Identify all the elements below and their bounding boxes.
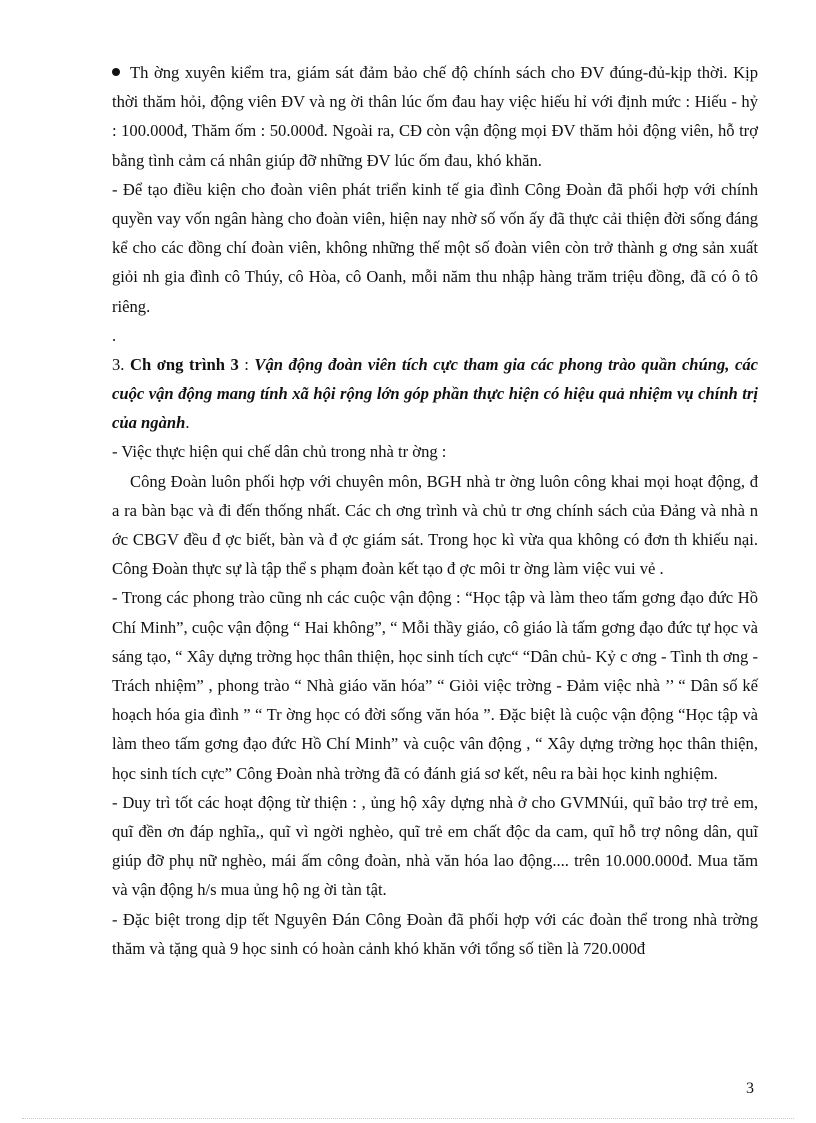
paragraph-charity: - Duy trì tốt các hoạt động từ thiện : , ủng hộ xây dựng nhà ở cho GVMNúi, quĩ bảo trợ trẻ em, quĩ đền ơn đáp nghĩa,, quĩ vì ngời nghèo, quĩ trẻ em chất độc da cam, quĩ hỗ trợ nông dân, quĩ giúp đỡ phụ nữ nghèo, mái ấm công đoàn, nhà văn hóa lao động.... trên 10.000.000đ. Mua tăm và vận động h/s mua ủng hộ ng ời tàn tật. (112, 792, 758, 900)
heading-number: 3. (112, 354, 130, 374)
heading-title: Ch ơng trình 3 (129, 354, 239, 374)
paragraph-tet-gifts: - Đặc biệt trong dịp tết Nguyên Đán Công Đoàn đã phối hợp với các đoàn thể trong nhà trờng thăm và tặng quà 9 học sinh có hoàn cảnh khó khăn với tổng số tiền là 720.000đ (112, 909, 758, 958)
paragraph-text: Th ờng xuyên kiểm tra, giám sát đảm bảo chế độ chính sách cho ĐV đúng-đủ-kịp thời. Kịp thời thăm hỏi, động viên ĐV và ng ời thân lúc ốm đau hay việc hiếu hỉ với định mức : Hiếu - hỷ : 100.000đ, Thăm ốm : 50.000đ. Ngoài ra, CĐ còn vận động mọi ĐV thăm hỏi động viên, hỗ trợ bằng tình cảm cá nhân giúp đỡ những ĐV lúc ốm đau, khó khăn. (112, 63, 758, 170)
paragraph-movements: - Trong các phong trào cũng nh các cuộc vận động : “Học tập và làm theo tấm gơng đạo đức Hồ Chí Minh”, cuộc vận động “ Hai không”, “ Mỗi thầy giáo, cô giáo là tấm gơng đạo đức tự học và sáng tạo, “ Xây dựng trờng học thân thiện, học sinh tích cực“ “Dân chủ- Kỷ c ơng - Tình th ơng - Trách nhiệm” , phong trào “ Nhà giáo văn hóa” “ Giỏi việc trờng - Đảm việc nhà ’’ “ Dân số kế hoạch hóa gia đình ” “ Tr ờng học có đời sống văn hóa ”. Đặc biệt là cuộc vận động “Học tập và làm theo tấm gơng đạo đức Hồ Chí Minh” và cuộc vân động , “ Xây dựng trờng học thân thiện, học sinh tích cực” Công Đoàn nhà trờng đã có đánh giá sơ kết, nêu ra bài học kinh nghiệm. (112, 588, 758, 783)
paragraph-cooperation: Công Đoàn luôn phối hợp với chuyên môn, BGH nhà tr ờng luôn công khai mọi hoạt động, đ a ra bàn bạc và đi đến thống nhất. Các ch ơng trình và chủ tr ơng chính sách của Đảng và nhà n ớc CBGV đều đ ợc biết, bàn và đ ợc giám sát. Trong học kì vừa qua không có đơn th khiếu nại. Công Đoàn thực sự là tập thể s phạm đoàn kết tạo đ ợc môi tr ờng làm việc vui vẻ . (112, 471, 758, 579)
stray-dot: . (112, 325, 117, 345)
page-number: 3 (746, 1080, 754, 1097)
heading-separator: : (238, 354, 255, 374)
bullet-dot-icon (112, 68, 120, 76)
program-heading (112, 350, 758, 438)
heading-end: . (185, 413, 190, 433)
paragraph-bullet (112, 58, 758, 175)
paragraph-economy: - Để tạo điều kiện cho đoàn viên phát triển kinh tế gia đình Công Đoàn đã phối hợp với chính quyền vay vốn ngân hàng cho đoàn viên, hiện nay nhờ số vốn ấy đã thực cải thiện đời sống đáng kể cho các đồng chí đoàn viên, không những thế một số đoàn viên còn trở thành g ơng sản xuất giỏi nh gia đình cô Thúy, cô Hòa, cô Oanh, mỗi năm thu nhập hàng trăm triệu đồng, đã có ô tô riêng. (112, 179, 758, 316)
footer-divider (22, 1118, 794, 1119)
paragraph-democracy: - Việc thực hiện qui chế dân chủ trong nhà tr ờng : (112, 442, 447, 462)
document-body (112, 58, 758, 963)
heading-description: Vận động đoàn viên tích cực tham gia các phong trào quần chúng, các cuộc vận động mang tính xã hội rộng lớn góp phần thực hiện có hiệu quả nhiệm vụ chính trị của ngành (112, 354, 758, 433)
